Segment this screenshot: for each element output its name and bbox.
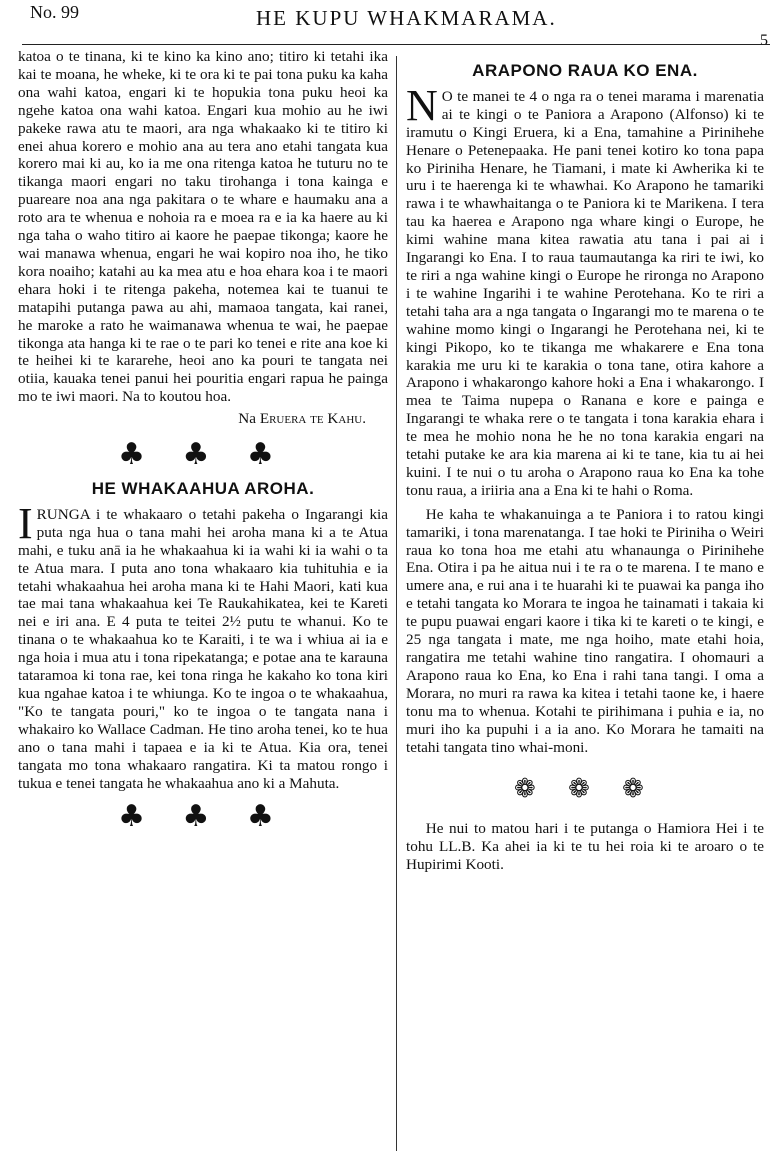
column-divider [396,56,397,1151]
article-aroha-body [18,498,388,793]
clubs-ornament-bottom-icon: ♣ ♣ ♣ [118,799,288,835]
article-arapono-dropcap: N [406,80,438,130]
header-rule [22,44,770,45]
article-aroha-title: HE WHAKAAHUA AROHA. [91,479,315,499]
signature-name: Eruera te Kahu. [259,410,366,428]
notice-text: He nui to matou hari i te putanga o Hamiora Hei i te tohu LL.B. Ka ahei ia ki te tu hei roia ki te aroaro o te Hupirimi Kooti. [406,820,764,874]
page-header [0,0,782,49]
clubs-ornament-icon: ♣ ♣ ♣ [118,437,288,473]
right-column [406,62,764,874]
left-column [18,48,388,834]
newspaper-title: HE KUPU WHAKMARAMA. [256,6,557,30]
letter-body: katoa o te tinana, ki te kino ka kino ano; titiro ki tetahi ika kai te moana, he wheke, ki te ora ki te pai tona puku ka kaha ona wahi katoa, engari ki te hopukia tona puku heoi ka ngehe katoa ona wahi katoa. Engari kua mohio au he iwi pakeke rawa atu te maori, ara nga whakaako ki te titiro ki enei ahua korero e mohio ana au tera ano etahi tangata kua korero mai ki au, ko ia me ona ritenga katoa he tuturu no te tikanga maori engari no taku tirohanga i tona kainga e puareare noa ana nga pakitara o te whare e haumaku ana a roto ara te whenua e nohoia ra e moea ra e ia ka haere au ki nga taha o waho titiro ai kaore he paepae tikonga; kaore he wai manawa whenua, engari he wai kopiro noa iho, he tiko kora noaiho; katahi au ka mea atu e hoa ehara koa i te maori ehara hoki i te ritenga pakeha, notemea kai te tuanui te matapihi putanga pawa au ahi, mamaoa tangata, kai ranei, he maroke a rato he waimanawa whenua te wai, he paepae tikonga ata hanga ki te rae o te pari ko tenei e rite ana koe ki te heihei ki te kararehe, heoi ano ka pouri te tangata nei otiia, kauaka tenei panui hei pouritia engari rapua he painga mo te iwi maori. Na to koutou hoa. [18,48,388,406]
page-number: 5 [760,32,768,49]
signature-prefix: Na [238,410,257,428]
flower-ornament-icon: ❁ ❁ ❁ [514,774,656,805]
article-arapono-text: O te manei te 4 o nga ra o tenei marama i marenatia ai te kingi o te Paniora a Arapono (Alfonso) ki te iramutu o Kingi Eruera, ki a Ena, tamahine a Pirinihehe Henare o Petenepaaka. He pani tenei kotiro ko tona papa ko Piriniha Henare, he Tiamani, i mate ki Awherika ki te uru i te haerenga ki te whawhai. Ko Arapono he tamariki rawa i te whawhaitanga o te Paniora ki te Marikena. I tera tau ka haerea e Arapono nga whare kingi o Europe, he kimi wahine mana kitea rawatia atu tana i pai ai i Ingarangi ko Ena. I to raua taumautanga ka riri te iwi, ko te riri a nga wahine kingi o Europe he rironga no Arapono i te wahine Ingarihi i te wahine Perotehana. Ko te riri a tetahi taha ara a nga tangata o Ingarangi mo te marena o te wahine momo kingi o Ingarangi he Perotehana nei, ki te kingi Pikopo, ko te tikanga me whakarere e Ena tona karakia me uru ki te karakia o tona tane, otira kahore a Arapono i whakarongo kahore hoki a Ena i whakarongo. I mea te Taima nupepa o Ranana e kore e painga e Ingarangi te whaka rere o te tangata i tona karakia ehara i te mea he mohio nona he he no tona karakia engari na tetahi putake ke ara kia marena ai ki te tane, kia tu ai hei kuini. I te nui o tu aroha o Arapono raua ko Ena ka tohe tonu raua, a iriiria ana a Ena ki te hahi o Roma. [406,87,764,499]
article-arapono-paragraph-2: He kaha te whakanuinga a te Paniora i to ratou kingi tamariki, i tona marenatanga. I tae hoki te Piriniha o Weiri raua ko tona hoa me etahi atu whanaunga o Pirinihehe Ena. Otira i pa he aitua nui i te ra o te marena. I te mano e umere ana, e rui ana i te huarahi ki te puawai ka panga iho e tetahi tangata ko Morara te ingoa he tainamati i takaia ki te pupu puawai engari kaore i tika ki te kareti o te kingi, e 25 nga tangata i mate, me nga hoiho, mate etahi hoia, rangatira me tetahi wahine tino rangatira. I ohomauri a Arapono raua ko Ena, ko Ena i rahi tana tangi. I oma a Morara, no muri ra rawa ka kitea i tetahi taone ke, i haere tonu ma to whenua. Kotahi te pirihimana i puhia e ia, no muri iho ka pupuhi i a ia ano. Ko Morara he tamaiti na tetahi tangata tino whai-moni. [406,505,764,756]
letter-signature [18,410,388,428]
article-aroha-dropcap: I [18,498,33,548]
issue-number: No. 99 [30,2,79,22]
article-arapono-body [406,80,764,500]
article-arapono-title: ARAPONO RAUA KO ENA. [472,61,698,80]
article-aroha-text: RUNGA i te whakaaro o tetahi pakeha o Ingarangi kia puta nga hua o tana mahi hei aroha mana ki a te Atua mahi, e tuku anā ia he whakaahua ki ia wahi ki ia wahi o ta te Atua mara. I puta ano tona whakaaro kia tuhituhia e ia tetahi whakaahua hei aroha mana ki te Hahi Maori, kati kua tae mai tana whakaahua kei Te Raukahikatea, kei te Kareti nei e iri ana. E 4 puta te teitei 2½ putu te whanui. Ko te tinana o te whakaahua ko te Karaiti, i te wa i whiua ai ia e nga hoia i mua atu i tona ripekatanga; e potae ana te karauna tataramoa ki tona rae, kei tona ringa he kakaho ko tona kiri kua ngahae katoa i te whiunga. Ko te ingoa o te whakaahua, "Ko te tangata pouri," ko te ingoa o te tangata nana i whakairo ko Wallace Cadman. He tino aroha tenei, ko te hua ano o tana mahi i tapaea e ia ki te Atua. Kia ora, tenei tangata mo tona whakaaro rangatira. Ki ta matou rongo i tukua e tenei tangata he whakaahua ano ki a Mahuta. [18,505,388,792]
